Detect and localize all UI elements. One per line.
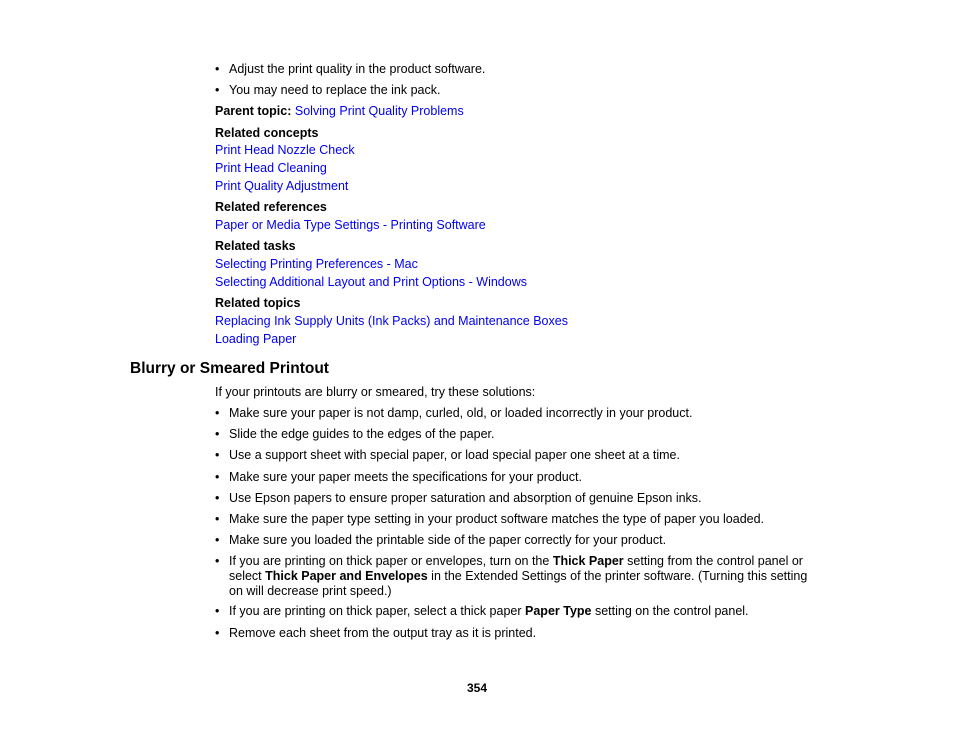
related-topic-link[interactable]: Replacing Ink Supply Units (Ink Packs) and Maintenance Boxes [215, 314, 568, 328]
related-concept-link[interactable]: Print Head Cleaning [215, 161, 327, 175]
bullet-mark: • [215, 470, 220, 484]
related-topic-link[interactable]: Loading Paper [215, 332, 297, 346]
related-concepts-heading: Related concepts [215, 126, 319, 140]
ui-term: Thick Paper [552, 554, 624, 568]
bullet-mark: • [215, 491, 220, 505]
related-task-link[interactable]: Selecting Additional Layout and Print Options - Windows [215, 275, 527, 289]
parent-topic-link[interactable]: Solving Print Quality Problems [294, 104, 464, 118]
bullet-mark: • [215, 83, 220, 97]
text-run: in the Extended Settings of the printer software. (Turning this setting on will decrease print speed.) [229, 569, 808, 598]
related-reference-link[interactable]: Paper or Media Type Settings - Printing Software [215, 218, 486, 232]
ui-term: Thick Paper and Envelopes [265, 569, 428, 583]
related-task-link[interactable]: Selecting Printing Preferences - Mac [215, 257, 418, 271]
bullet-mark: • [215, 626, 220, 640]
text-run: If you are printing on thick paper, select a thick paper [229, 604, 526, 618]
ui-term: Paper Type [525, 604, 592, 618]
text-run: If you are printing on thick paper or envelopes, turn on the [229, 554, 553, 568]
list-item-text: Slide the edge guides to the edges of the paper. [229, 427, 495, 441]
related-topics-heading: Related topics [215, 296, 301, 310]
related-tasks-heading: Related tasks [215, 239, 296, 253]
bullet-mark: • [215, 448, 220, 462]
page-number: 354 [466, 681, 488, 695]
list-item-text: Remove each sheet from the output tray as it is printed. [229, 626, 537, 640]
list-item-text: Adjust the print quality in the product software. [229, 62, 486, 76]
bullet-mark: • [215, 533, 220, 547]
related-concept-link[interactable]: Print Head Nozzle Check [215, 143, 355, 157]
list-item-text: Use a support sheet with special paper, or load special paper one sheet at a time. [229, 448, 680, 462]
list-item-text: Make sure your paper is not damp, curled, old, or loaded incorrectly in your product. [229, 406, 693, 420]
related-concept-link[interactable]: Print Quality Adjustment [215, 179, 349, 193]
related-references-heading: Related references [215, 200, 327, 214]
parent-topic [215, 104, 464, 119]
section-title: Blurry or Smeared Printout [130, 360, 329, 377]
section-intro: If your printouts are blurry or smeared, try these solutions: [215, 385, 536, 399]
bullet-mark: • [215, 512, 220, 526]
bullet-mark: • [215, 554, 220, 568]
parent-topic-label: Parent topic: [215, 104, 292, 118]
bullet-mark: • [215, 406, 220, 420]
bullet-mark: • [215, 427, 220, 441]
list-item-text: Make sure you loaded the printable side of the paper correctly for your product. [229, 533, 667, 547]
text-run: setting from the control panel or select [229, 554, 803, 583]
list-item-text: Make sure the paper type setting in your product software matches the type of paper you loaded. [229, 512, 765, 526]
bullet-mark: • [215, 62, 220, 76]
list-item-text: Use Epson papers to ensure proper saturation and absorption of genuine Epson inks. [229, 491, 702, 505]
text-run: setting on the control panel. [591, 604, 749, 618]
list-item-text [229, 604, 819, 619]
bullet-mark: • [215, 604, 220, 618]
list-item-text: Make sure your paper meets the specifications for your product. [229, 470, 582, 484]
list-item-text: You may need to replace the ink pack. [229, 83, 441, 97]
list-item-text [229, 554, 819, 599]
